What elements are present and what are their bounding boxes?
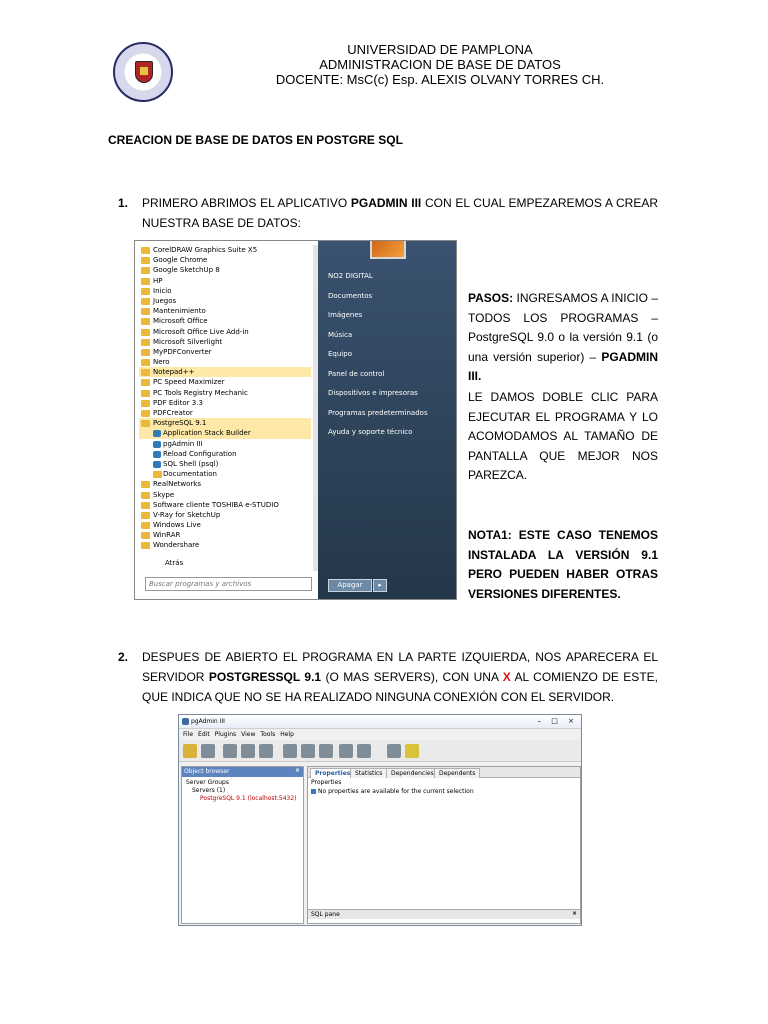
program-item-label: Documentation: [163, 470, 217, 479]
search-input[interactable]: Buscar programas y archivos: [145, 577, 312, 591]
program-item[interactable]: [139, 500, 311, 510]
program-item[interactable]: [139, 337, 311, 347]
folder-icon: [141, 420, 150, 427]
folder-icon: [141, 369, 150, 376]
program-item-label: Mantenimiento: [153, 307, 206, 316]
program-item[interactable]: [139, 286, 311, 296]
program-item[interactable]: [139, 398, 311, 408]
pasos-paragraph: PASOS: INGRESAMOS A INICIO – TODOS LOS PROGRAMAS – PostgreSQL 9.0 o la versión 9.1 (o una versión superior) – PGADMIN III.: [468, 291, 658, 383]
pgadmin-menubar: [179, 729, 581, 740]
filter-icon[interactable]: [319, 744, 333, 758]
program-item-label: Google Chrome: [153, 256, 208, 265]
program-item[interactable]: [139, 418, 311, 428]
close-icon[interactable]: ×: [294, 767, 300, 774]
program-item[interactable]: [139, 439, 311, 449]
program-item-label: V-Ray for SketchUp: [153, 510, 221, 519]
folder-icon: [141, 492, 150, 499]
menu-item[interactable]: Help: [280, 731, 294, 738]
program-item[interactable]: [139, 388, 311, 398]
user-picture: [370, 240, 406, 259]
shutdown-button[interactable]: Apagar: [328, 579, 372, 592]
folder-icon: [141, 390, 150, 397]
header-university: UNIVERSIDAD DE PAMPLONA: [347, 42, 533, 57]
properties-tabs: [308, 767, 580, 778]
tab-dependencies[interactable]: Dependencies: [386, 768, 439, 778]
program-item[interactable]: [139, 469, 311, 479]
menu-item[interactable]: File: [183, 731, 194, 738]
start-menu-link[interactable]: Ayuda y soporte técnico: [328, 428, 413, 436]
connect-icon[interactable]: [183, 744, 197, 758]
program-item[interactable]: [139, 265, 311, 275]
properties-label: Properties: [311, 779, 342, 786]
app-icon: [153, 451, 161, 458]
nota-paragraph: NOTA1: ESTE CASO TENEMOS INSTALADA LA VERSIÓN 9.1 PERO PUEDEN HABER OTRAS VERSIONES DIFERENTES.: [468, 528, 658, 601]
app-icon: [153, 441, 161, 448]
folder-icon: [141, 481, 150, 488]
program-item-label: MyPDFConverter: [153, 347, 212, 356]
folder-icon: [141, 359, 150, 366]
folder-icon: [141, 349, 150, 356]
program-item[interactable]: [139, 530, 311, 540]
program-item-label: PostgreSQL 9.1: [153, 419, 207, 428]
step-1: [118, 193, 658, 233]
start-menu-link[interactable]: Programas predeterminados: [328, 408, 428, 417]
step-1-number: 1.: [118, 196, 129, 210]
tree-server-postgresql[interactable]: PostgreSQL 9.1 (localhost:5432): [200, 795, 297, 802]
university-seal: [113, 42, 173, 102]
start-menu-link[interactable]: Imágenes: [328, 311, 363, 319]
folder-icon: [141, 522, 150, 529]
program-item-label: PC Tools Registry Mechanic: [153, 388, 248, 397]
menu-item[interactable]: Edit: [198, 731, 210, 738]
program-item-label: Skype: [153, 490, 175, 499]
folder-icon: [141, 247, 150, 254]
sql-pane-header: SQL pane ×: [308, 909, 580, 919]
start-menu-screenshot: [134, 240, 457, 600]
pgadmin-title: pgAdmin III: [191, 718, 225, 725]
folder-icon: [141, 410, 150, 417]
tree-server-groups[interactable]: Server Groups: [186, 779, 229, 786]
program-item-label: Nero: [153, 358, 170, 367]
folder-icon: [141, 339, 150, 346]
folder-icon: [141, 329, 150, 336]
folder-icon: [141, 512, 150, 519]
program-item-label: Microsoft Office: [153, 317, 208, 326]
program-item-label: Notepad++: [153, 368, 195, 377]
sql-icon[interactable]: [283, 744, 297, 758]
help-icon[interactable]: [405, 744, 419, 758]
program-item-label: PDF Editor 3.3: [153, 398, 203, 407]
program-item-label: HP: [153, 276, 163, 285]
program-item[interactable]: [139, 276, 311, 286]
folder-icon: [141, 298, 150, 305]
program-item-label: Microsoft Office Live Add-in: [153, 327, 249, 336]
close-icon[interactable]: ×: [571, 910, 577, 917]
program-item[interactable]: [139, 306, 311, 316]
program-item[interactable]: [139, 510, 311, 520]
folder-icon: [141, 532, 150, 539]
document-title: CREACION DE BASE DE DATOS EN POSTGRE SQL: [108, 133, 403, 147]
program-item-label: RealNetworks: [153, 480, 201, 489]
folder-icon: [141, 400, 150, 407]
program-item-label: Google SketchUp 8: [153, 266, 220, 275]
start-menu-links: [328, 267, 428, 443]
program-item[interactable]: [139, 357, 311, 367]
program-item[interactable]: [139, 296, 311, 306]
program-item[interactable]: [139, 449, 311, 459]
start-menu-link[interactable]: Música: [328, 330, 353, 339]
start-menu-link[interactable]: Equipo: [328, 350, 352, 358]
pgadmin-titlebar: [179, 715, 581, 729]
folder-icon: [141, 542, 150, 549]
plugins-icon[interactable]: [357, 744, 371, 758]
program-item-label: Inicio: [153, 286, 172, 295]
pgadmin-toolbar: [179, 740, 581, 762]
program-item[interactable]: [139, 408, 311, 418]
create-icon[interactable]: [241, 744, 255, 758]
window-buttons[interactable]: – □ ×: [537, 717, 578, 725]
folder-icon: [141, 308, 150, 315]
view-data-icon[interactable]: [301, 744, 315, 758]
properties-icon[interactable]: [223, 744, 237, 758]
program-item-label: Reload Configuration: [163, 449, 237, 458]
program-item[interactable]: [139, 428, 311, 438]
shutdown-options-button[interactable]: ▸: [373, 579, 387, 592]
program-item-label: PDFCreator: [153, 409, 193, 417]
program-item[interactable]: [139, 347, 311, 357]
step-2: [118, 647, 658, 707]
program-item[interactable]: [139, 255, 311, 265]
object-browser-panel: [181, 766, 304, 924]
object-browser-header: Object browser ×: [182, 767, 303, 777]
program-item-label: WinRAR: [153, 531, 181, 540]
program-item-label: PC Speed Maximizer: [153, 378, 225, 387]
program-item[interactable]: [139, 327, 311, 337]
menu-item[interactable]: Tools: [260, 731, 276, 738]
program-item-label: CorelDRAW Graphics Suite X5: [153, 246, 258, 254]
tab-properties[interactable]: Properties: [310, 768, 355, 778]
start-menu-link[interactable]: Panel de control: [328, 369, 385, 378]
no-properties-message: No properties are available for the current selection: [308, 787, 580, 795]
program-item-label: Wondershare: [153, 541, 200, 550]
program-item-label: Juegos: [153, 296, 177, 305]
hint-icon[interactable]: [387, 744, 401, 758]
menu-item[interactable]: Plugins: [214, 731, 237, 738]
damos-paragraph: LE DAMOS DOBLE CLIC PARA EJECUTAR EL PROGRAMA Y LO ACOMODAMOS AL TAMAÑO DE PANTALLA QUE MEJOR NOS PAREZCA.: [468, 390, 658, 482]
program-item[interactable]: [139, 540, 311, 550]
program-item-label: pgAdmin III: [163, 439, 203, 448]
program-item-label: Application Stack Builder: [163, 429, 251, 438]
programs-list: [139, 245, 311, 551]
menu-item[interactable]: View: [241, 731, 256, 738]
pgadmin-screenshot: [178, 714, 582, 926]
app-icon: [153, 461, 161, 468]
tab-statistics[interactable]: Statistics: [350, 768, 387, 778]
folder-icon: [141, 379, 150, 386]
start-menu-link[interactable]: Documentos: [328, 291, 373, 300]
maintenance-icon[interactable]: [339, 744, 353, 758]
step-2-text: DESPUES DE ABIERTO EL PROGRAMA EN LA PARTE IZQUIERDA, NOS APARECERA EL SERVIDOR POSTGRESSQL 9.1 (O MAS SERVERS), CON UNA X AL COMIENZO DE ESTE, QUE INDICA QUE NO SE HA REALIZADO NINGUNA CONEXIÓN CON EL SERVIDOR.: [142, 650, 658, 704]
folder-icon: [141, 318, 150, 325]
folder-icon: [153, 471, 162, 478]
folder-icon: [141, 267, 150, 274]
pgadmin-logo-icon: [182, 718, 189, 725]
properties-panel: [307, 766, 581, 924]
drop-icon[interactable]: [259, 744, 273, 758]
tab-dependents[interactable]: Dependents: [434, 768, 480, 778]
start-menu-link[interactable]: Dispositivos e impresoras: [328, 389, 418, 397]
document-header: [200, 42, 680, 87]
folder-icon: [141, 257, 150, 264]
program-item[interactable]: [139, 459, 311, 469]
program-item[interactable]: [139, 367, 311, 377]
refresh-icon[interactable]: [201, 744, 215, 758]
back-button[interactable]: Atrás: [165, 559, 184, 567]
program-item[interactable]: [139, 490, 311, 500]
tree-servers[interactable]: Servers (1): [192, 787, 226, 794]
folder-icon: [141, 288, 150, 295]
program-item[interactable]: [139, 479, 311, 489]
folder-icon: [141, 502, 150, 509]
step-1-text: PRIMERO ABRIMOS EL APLICATIVO PGADMIN III CON EL CUAL EMPEZAREMOS A CREAR NUESTRA BASE DE DATOS:: [142, 196, 658, 230]
folder-icon: [141, 278, 150, 285]
program-item-label: Microsoft Silverlight: [153, 337, 223, 346]
program-item-label: Software cliente TOSHIBA e-STUDIO: [153, 500, 279, 509]
header-course: ADMINISTRACION DE BASE DE DATOS: [319, 57, 561, 72]
program-item-label: SQL Shell (psql): [163, 459, 219, 468]
program-item[interactable]: [139, 316, 311, 326]
shield-icon: [135, 61, 153, 83]
header-teacher: DOCENTE: MsC(c) Esp. ALEXIS OLVANY TORRES CH.: [275, 72, 605, 87]
start-menu-link[interactable]: NO2 DIGITAL: [328, 272, 373, 280]
start-menu-links-pane: [318, 241, 457, 600]
program-item-label: Windows Live: [153, 521, 201, 530]
app-icon: [153, 430, 161, 437]
start-menu-programs-pane: [135, 241, 318, 600]
step-2-number: 2.: [118, 650, 129, 664]
object-tree: [182, 777, 303, 803]
program-item[interactable]: [139, 245, 311, 255]
program-item[interactable]: [139, 520, 311, 530]
program-item[interactable]: [139, 377, 311, 387]
